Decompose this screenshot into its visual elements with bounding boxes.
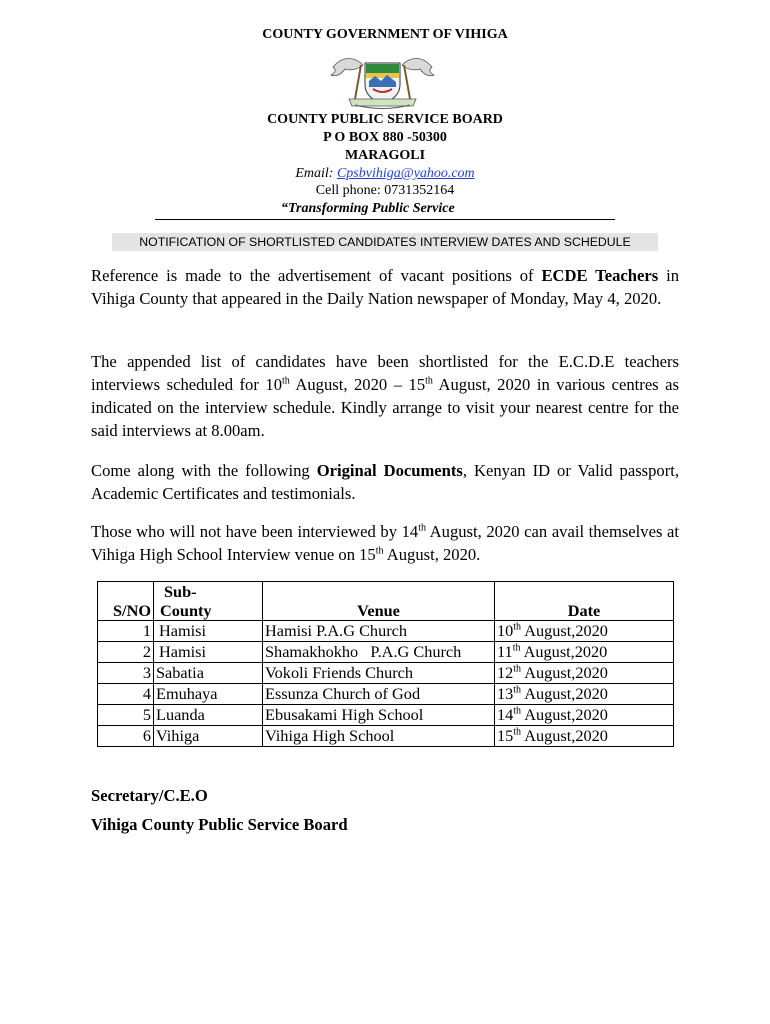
table-row [98,621,674,642]
cell-venue: Hamisi P.A.G Church [263,621,495,642]
cell-date [495,621,674,642]
table-row [98,705,674,726]
cell-phone: Cell phone: 0731352164 [315,183,455,198]
signatory-title: Secretary/C.E.O [91,786,208,805]
county-coat-of-arms-icon [325,49,440,111]
header-sub-county-line2: County [160,601,212,620]
ordinal-suffix: th [282,375,290,387]
ordinal-suffix: th [418,522,426,534]
paragraph-shortlist [91,350,679,442]
cell-venue: Essunza Church of God [263,684,495,705]
email-line [0,166,770,182]
cell-sub-county: Vihiga [154,726,263,747]
table-row [98,642,674,663]
cell-venue: Shamakhokho P.A.G Church [263,642,495,663]
ordinal-suffix: th [513,684,522,696]
motto-rule [155,201,615,220]
header-sub-county [154,582,263,621]
cell-text: August,2020 [520,642,608,661]
text: Reference is made to the advertisement of vacant positions of [91,266,542,285]
table-header-row [98,582,674,621]
paragraph-reference [91,264,679,310]
cell-text: Hamisi [159,621,207,640]
text: August, 2020 can avail themselves at Vihiga High School Interview venue on 15 [91,522,679,564]
ordinal-suffix: th [512,642,521,654]
text: August, 2020 – 15 [289,375,426,394]
cell-date [495,642,674,663]
cell-text: 12 [497,663,514,682]
cell-date [495,726,674,747]
motto: “Transforming Public Service [281,201,455,216]
ordinal-suffix: th [513,705,522,717]
board-name: COUNTY PUBLIC SERVICE BOARD [267,112,503,127]
cell-text: Hamisi [159,642,207,661]
header-venue: Venue [263,582,495,621]
cell-sub-county [154,642,263,663]
email-label: Email: [295,166,337,181]
cell-sno: 6 [98,726,154,747]
cell-sub-county: Emuhaya [154,684,263,705]
cell-date [495,663,674,684]
interview-schedule-table [97,581,674,747]
cell-date [495,705,674,726]
cell-text: August,2020 [521,684,608,703]
cell-venue: Vokoli Friends Church [263,663,495,684]
cell-text: 10 [497,621,514,640]
header-sub-county-line1: Sub- [164,582,197,601]
cell-text: 11 [497,642,513,661]
ordinal-suffix: th [375,545,384,557]
text: in Vihiga County that appeared in the Daily Nation newspaper of Monday, May 4, 2020. [91,266,679,308]
ordinal-suffix: th [513,663,522,675]
ordinal-suffix: th [513,621,522,633]
text: The appended list of candidates have been shortlisted for the E.C.D.E teachers interviews scheduled for 10 [91,352,679,394]
text: Those who will not have been interviewed by 14 [91,522,419,541]
header-date: Date [495,582,674,621]
paragraph-late-interview [91,520,679,566]
cell-text: August,2020 [521,726,608,745]
text: , Kenyan ID or Valid passport, Academic Certificates and testimonials. [91,461,680,503]
cell-sub-county [154,621,263,642]
text: Come along with the following [91,461,317,480]
email-link[interactable]: Cpsbvihiga@yahoo.com [336,166,475,181]
cell-text: 15 [497,726,514,745]
paragraph-documents [91,459,679,505]
cell-text: 13 [497,684,514,703]
cell-sno: 4 [98,684,154,705]
cell-sub-county: Sabatia [154,663,263,684]
table-row [98,684,674,705]
cell-sno: 2 [98,642,154,663]
postal-address: P O BOX 880 -50300 [323,130,447,145]
cell-sno: 5 [98,705,154,726]
cell-venue: Ebusakami High School [263,705,495,726]
ordinal-suffix: th [425,375,433,387]
table-row [98,663,674,684]
text-bold: ECDE Teachers [541,266,659,285]
cell-text: 14 [497,705,514,724]
table-row [98,726,674,747]
cell-sno: 3 [98,663,154,684]
cell-text: August,2020 [521,663,608,682]
town: MARAGOLI [344,148,426,163]
text: August, 2020 in various centres as indicated on the interview schedule. Kindly arrange to visit your nearest centre for the said interviews at 8.00am. [91,375,679,440]
cell-sno: 1 [98,621,154,642]
cell-date [495,684,674,705]
header-sno: S/NO [98,582,154,621]
notification-title: NOTIFICATION OF SHORTLISTED CANDIDATES INTERVIEW DATES AND SCHEDULE [112,233,658,251]
text-bold: Original Documents [316,461,463,480]
text: August, 2020. [383,545,481,564]
government-title: COUNTY GOVERNMENT OF VIHIGA [262,27,508,42]
ordinal-suffix: th [513,726,522,738]
cell-text: August,2020 [521,621,608,640]
cell-sub-county: Luanda [154,705,263,726]
cell-text: August,2020 [521,705,608,724]
signatory-organization: Vihiga County Public Service Board [91,815,348,834]
cell-venue: Vihiga High School [263,726,495,747]
